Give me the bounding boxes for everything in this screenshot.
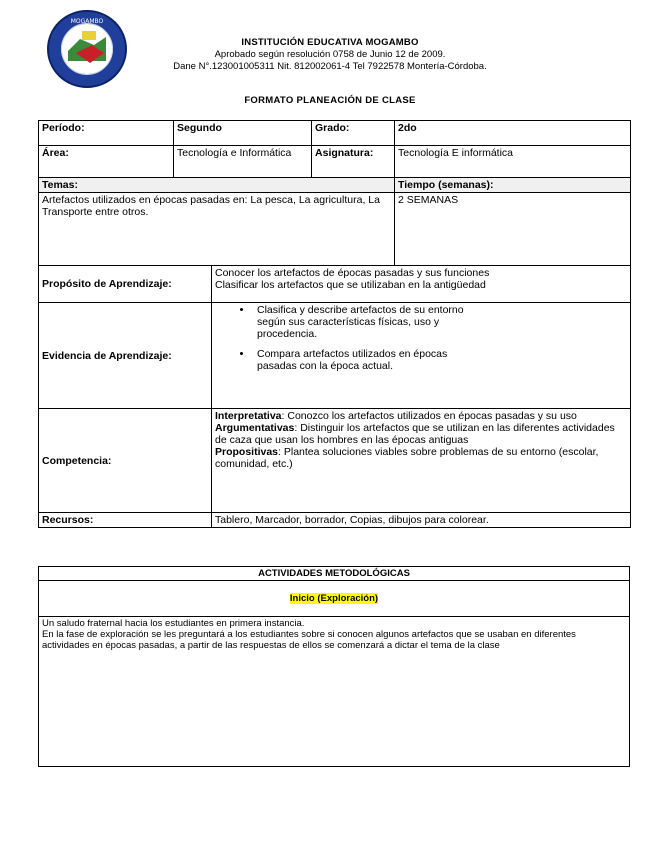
approval-line: Aprobado según resolución 0758 de Junio 12 de 2009. [214,49,446,60]
phase-title: Inicio (Exploración) [289,593,379,604]
proposito-line: Conocer los artefactos de épocas pasadas y sus funciones [215,267,490,279]
activities-body [39,617,630,767]
activities-title: ACTIVIDADES METODOLÓGICAS [39,567,630,581]
temas-value: Artefactos utilizados en épocas pasadas en: La pesca, La agricultura, La Transporte entre otros. [39,193,395,266]
activities-body-row [39,617,630,767]
svg-text:MOGAMBO: MOGAMBO [70,18,104,25]
competencia-text: : Plantea soluciones viables sobre problemas de su entorno (escolar, comunidad, etc.) [215,446,599,470]
competencia-item [215,446,627,470]
area-row [39,146,631,178]
proposito-line: Clasificar los artefactos que se utilizaban en la antigüedad [215,279,486,291]
proposito-value [212,266,631,303]
recursos-label: Recursos: [39,513,212,528]
periodo-label: Período: [39,121,174,146]
area-value: Tecnología e Informática [174,146,312,178]
asignatura-value: Tecnología E informática [395,146,631,178]
proposito-label: Propósito de Aprendizaje: [39,266,212,303]
phase-cell [39,581,630,617]
evidencia-row [39,303,631,409]
activities-title-row [39,567,630,581]
temas-row [39,193,631,266]
periodo-value: Segundo [174,121,312,146]
competencia-text: : Conozco los artefactos utilizados en épocas pasadas y su uso [281,410,577,422]
evidencia-value [212,303,631,409]
phase-row [39,581,630,617]
proposito-row [39,266,631,303]
asignatura-label: Asignatura: [312,146,395,178]
recursos-row [39,513,631,528]
competencia-name: Interpretativa [215,410,282,422]
activities-paragraph: En la fase de exploración se les preguntará a los estudiantes sobre si conocen algunos artefactos que se usaban en diferentes actividades en épocas pasadas, a partir de las respuestas de ellos se comenzará a dictar el tema de la clase [42,629,576,651]
tiempo-label: Tiempo (semanas): [395,178,631,193]
activities-table [38,566,630,767]
school-logo [46,9,128,89]
grado-value: 2do [395,121,631,146]
evidencia-list [215,304,627,372]
competencia-value [212,409,631,513]
competencia-name: Propositivas [215,446,279,458]
periodo-row [39,121,631,146]
planning-table [38,120,631,528]
competencia-item [215,422,627,446]
activities-paragraph: Un saludo fraternal hacia los estudiantes en primera instancia. [42,618,305,629]
evidencia-label: Evidencia de Aprendizaje: [39,303,212,409]
institution-name: INSTITUCIÓN EDUCATIVA MOGAMBO [241,37,419,48]
recursos-value: Tablero, Marcador, borrador, Copias, dibujos para colorear. [212,513,631,528]
document-title: FORMATO PLANEACIÓN DE CLASE [244,95,416,106]
competencia-name: Argumentativas [215,422,295,434]
temas-label: Temas: [39,178,395,193]
evidencia-item: • Compara artefactos utilizados en épocas pasadas con la época actual. [253,348,472,372]
competencia-item [215,410,627,422]
registry-line: Dane N°.123001005311 Nit. 812002061-4 Tel 7922578 Montería-Córdoba. [173,61,487,72]
temas-header-row [39,178,631,193]
area-label: Área: [39,146,174,178]
competencia-text: : Distinguir los artefactos que se utilizan en las diferentes actividades de caza que usan los hombres en las épocas antiguas [215,422,615,446]
grado-label: Grado: [312,121,395,146]
evidencia-item: • Clasifica y describe artefactos de su entorno según sus características físicas, uso y procedencia. [253,304,472,340]
competencia-row [39,409,631,513]
tiempo-value: 2 SEMANAS [395,193,631,266]
competencia-label: Competencia: [39,409,212,513]
